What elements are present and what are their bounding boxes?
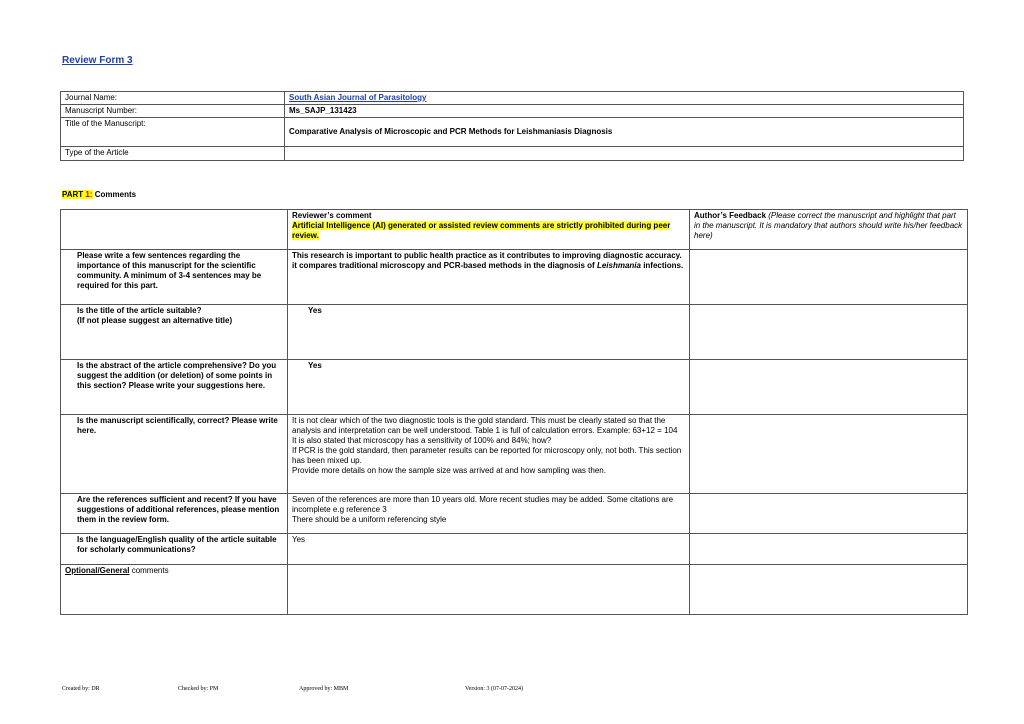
answer-language[interactable]: Yes xyxy=(288,534,690,565)
answer-importance[interactable] xyxy=(288,250,690,305)
question-scientific: Is the manuscript scientifically, correct? Please write here. xyxy=(61,415,288,494)
answer-references[interactable] xyxy=(288,494,690,534)
answer-line: Provide more details on how the sample size was arrived at and how sampling was then. xyxy=(292,466,606,475)
optional-comments-label xyxy=(61,565,288,615)
author-feedback-note: (Please correct the manuscript and highlight that part in the manuscript. It is mandatory that authors should write his/her feedback here) xyxy=(694,211,963,240)
manuscript-title-label: Title of the Manuscript: xyxy=(61,118,285,147)
author-feedback-title: Author’s Feedback xyxy=(694,211,767,220)
author-feedback-header xyxy=(690,210,968,250)
optional-comments-answer[interactable] xyxy=(288,565,690,615)
ai-warning: Artificial Intelligence (AI) generated or assisted review comments are strictly prohibited during peer review. xyxy=(292,221,671,240)
question-references: Are the references sufficient and recent? If you have suggestions of additional references, please mention them in the review form. xyxy=(61,494,288,534)
answer-tail: infections. xyxy=(640,261,684,270)
manuscript-title-value: Comparative Analysis of Microscopic and PCR Methods for Leishmaniasis Diagnosis xyxy=(285,118,964,147)
footer-version: Version: 3 (07-07-2024) xyxy=(465,686,523,692)
answer-line: It is not clear which of the two diagnostic tools is the gold standard. This must be clearly stated so that the analysis and interpretation can be well understood. Table 1 is full of calculation errors. Example: 63+12 = 104 xyxy=(292,416,678,435)
table-row xyxy=(61,534,968,565)
reviewer-comment-header xyxy=(288,210,690,250)
author-feedback-cell[interactable] xyxy=(690,534,968,565)
optional-comments-row xyxy=(61,565,968,615)
optional-label-bold: Optional/General xyxy=(65,566,130,575)
part-label-suffix: Comments xyxy=(92,190,137,199)
answer-line: Seven of the references are more than 10 years old. More recent studies may be added. Some citations are incomplete e.g reference 3 xyxy=(292,495,674,514)
answer-abstract[interactable]: Yes xyxy=(288,360,690,415)
answer-line: There should be a uniform referencing style xyxy=(292,515,447,524)
reviewer-comment-title: Reviewer’s comment xyxy=(292,211,372,220)
answer-italic: Leishmania xyxy=(596,261,641,270)
footer-created-by: Created by: DR xyxy=(62,686,100,692)
manuscript-number-label: Manuscript Number: xyxy=(61,105,285,118)
form-title: Review Form 3 xyxy=(62,55,133,66)
answer-line: it compares traditional microscopy and PCR-based methods in the diagnosis of xyxy=(292,261,597,270)
author-feedback-cell[interactable] xyxy=(690,250,968,305)
question-line: Is the title of the article suitable? xyxy=(77,306,202,315)
table-row xyxy=(61,415,968,494)
part-label-highlight xyxy=(62,190,93,199)
answer-line: This research is important to public health practice as it contributes to improving diagnostic accuracy. xyxy=(292,251,682,260)
comments-header-row xyxy=(61,210,968,250)
manuscript-info-table xyxy=(60,91,964,161)
answer-line: If PCR is the gold standard, then parameter results can be reported for microscopy only, not both. This section has been mixed up. xyxy=(292,446,682,465)
journal-name-label: Journal Name: xyxy=(61,92,285,105)
author-feedback-cell[interactable] xyxy=(690,305,968,360)
footer-checked-by: Checked by: PM xyxy=(178,686,219,692)
author-feedback-cell[interactable] xyxy=(690,415,968,494)
question-language: Is the language/English quality of the article suitable for scholarly communications? xyxy=(61,534,288,565)
article-type-value xyxy=(285,147,964,161)
part-label-number: 1: xyxy=(85,190,93,199)
part-label-prefix: PART xyxy=(62,190,86,199)
author-feedback-cell[interactable] xyxy=(690,494,968,534)
question-importance: Please write a few sentences regarding the importance of this manuscript for the scientific community. A minimum of 3-4 sentences may be required for this part. xyxy=(61,250,288,305)
answer-title-suitable[interactable]: Yes xyxy=(288,305,690,360)
question-line: (If not please suggest an alternative title) xyxy=(77,316,233,325)
table-row xyxy=(61,494,968,534)
article-type-label: Type of the Article xyxy=(61,147,285,161)
journal-name-row xyxy=(61,92,964,105)
answer-line: It is also stated that microscopy has a sensitivity of 100% and 84%; how? xyxy=(292,436,552,445)
optional-label-rest: comments xyxy=(129,566,169,575)
author-feedback-cell[interactable] xyxy=(690,360,968,415)
comments-table xyxy=(60,209,968,615)
journal-name-link[interactable]: South Asian Journal of Parasitology xyxy=(289,93,427,102)
author-feedback-cell[interactable] xyxy=(690,565,968,615)
table-row xyxy=(61,360,968,415)
article-type-row xyxy=(61,147,964,161)
answer-scientific[interactable] xyxy=(288,415,690,494)
footer-approved-by: Approved by: MBM xyxy=(299,686,349,692)
journal-name-cell xyxy=(285,92,964,105)
manuscript-title-row xyxy=(61,118,964,147)
table-row xyxy=(61,250,968,305)
question-title-suitable xyxy=(61,305,288,360)
part-1-heading xyxy=(62,190,136,199)
manuscript-number-row xyxy=(61,105,964,118)
manuscript-number-value: Ms_SAJP_131423 xyxy=(285,105,964,118)
header-empty-cell xyxy=(61,210,288,250)
question-abstract: Is the abstract of the article comprehensive? Do you suggest the addition (or deletion) of some points in this section? Please write your suggestions here. xyxy=(61,360,288,415)
table-row xyxy=(61,305,968,360)
